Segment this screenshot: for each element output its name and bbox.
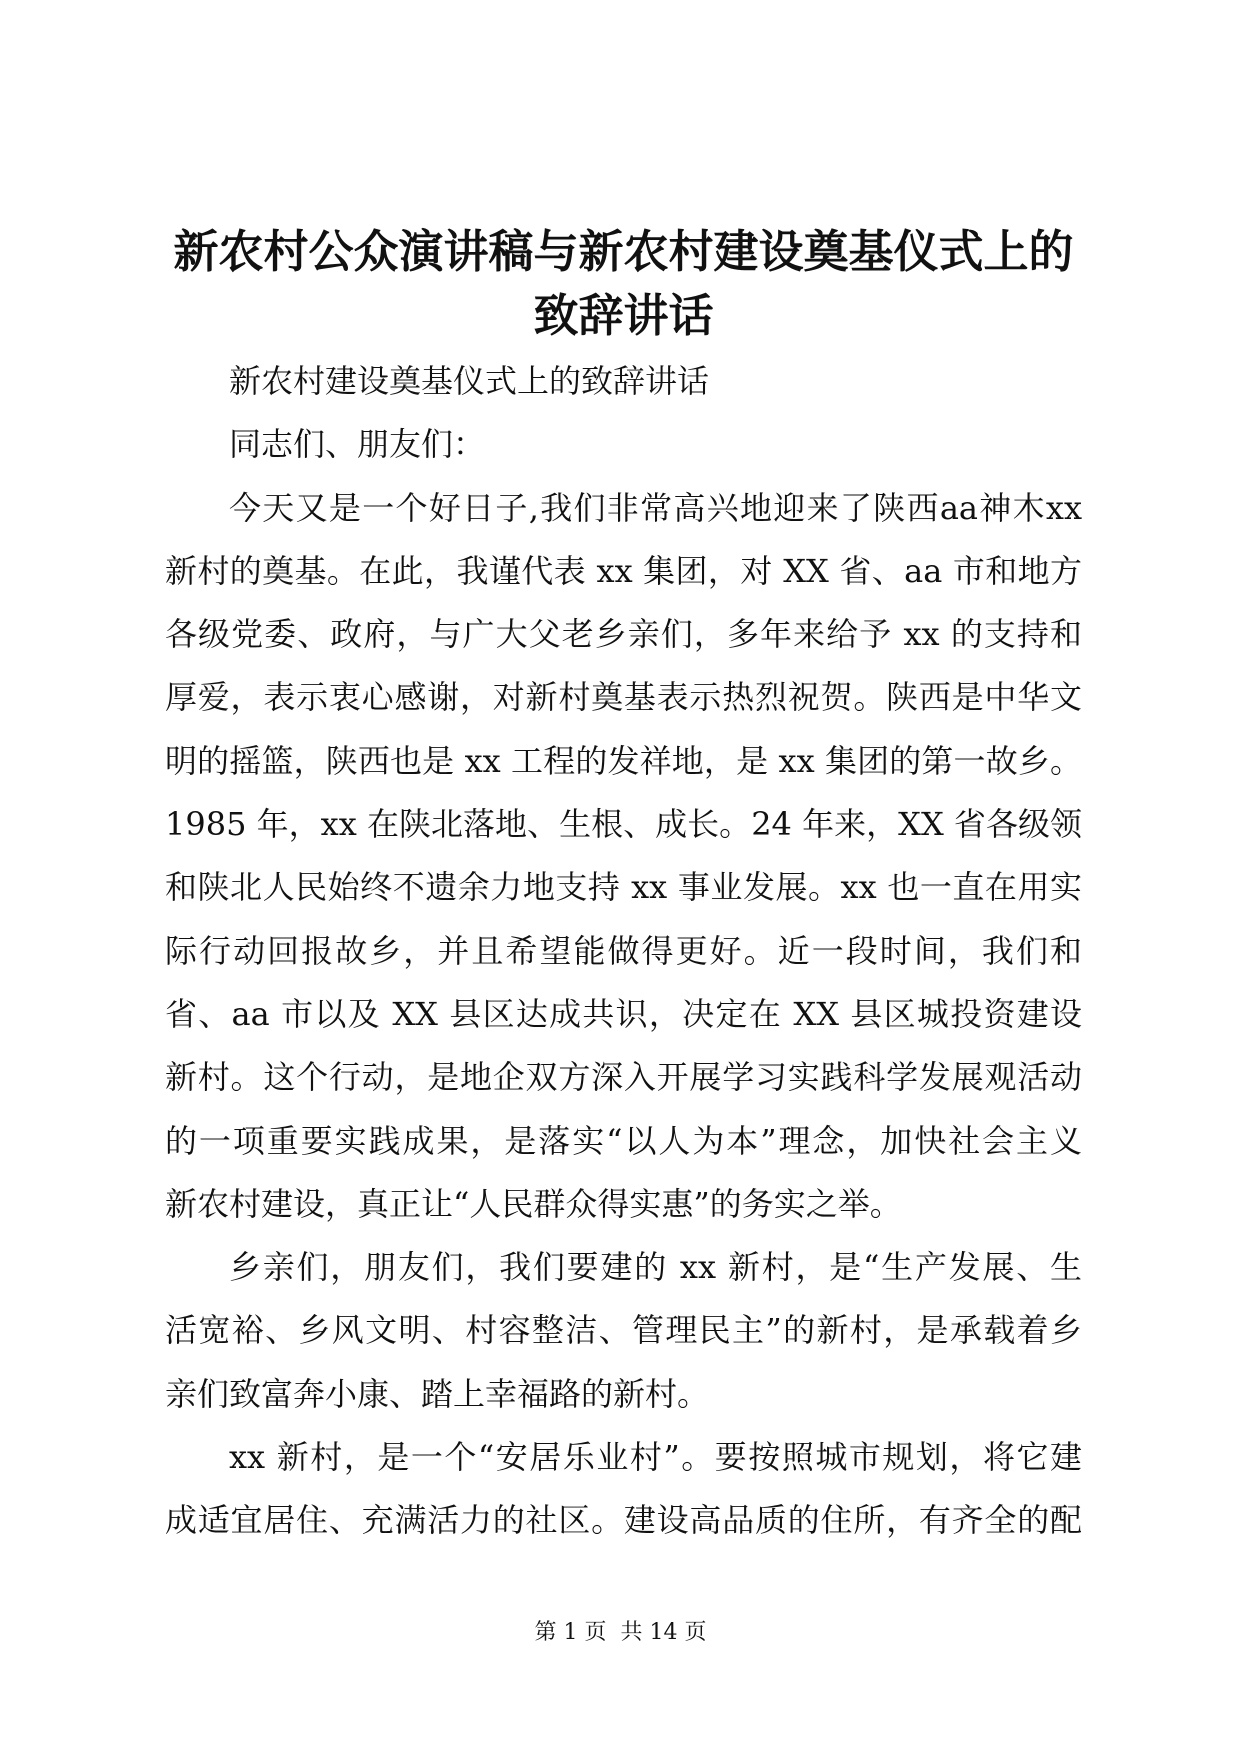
paragraph-line: 际行动回报故乡，并且希望能做得更好。近一段时间，我们和 <box>165 931 1082 970</box>
paragraph-line: 明的摇篮，陕西也是 xx 工程的发祥地，是 xx 集团的第一故乡。 <box>165 741 1082 780</box>
page-footer: 第 1 页 共 14 页 <box>534 1620 707 1645</box>
paragraph <box>165 1236 1082 1426</box>
paragraph <box>165 1426 1082 1553</box>
paragraph-line: 的一项重要实践成果，是落实“以人为本”理念，加快社会主义 <box>165 1121 1082 1160</box>
paragraph-line: 厚爱，表示衷心感谢，对新村奠基表示热烈祝贺。陕西是中华文 <box>165 678 1082 717</box>
paragraph-line: 各级党委、政府，与广大父老乡亲们，多年来给予 xx 的支持和 <box>165 615 1082 654</box>
paragraph-line: 新村的奠基。在此，我谨代表 xx 集团，对 XX 省、aa 市和地方 <box>165 551 1082 590</box>
paragraph-line: 和陕北人民始终不遗余力地支持 xx 事业发展。xx 也一直在用实 <box>165 868 1082 907</box>
paragraph-line: 今天又是一个好日子,我们非常高兴地迎来了陕西aa神木xx <box>229 488 1082 527</box>
paragraph-line: 同志们、朋友们： <box>229 425 486 464</box>
paragraph-line: 新农村建设奠基仪式上的致辞讲话 <box>229 362 710 400</box>
paragraph-line: 亲们致富奔小康、踏上幸福路的新村。 <box>165 1374 710 1413</box>
paragraph <box>165 477 1082 1237</box>
paragraph <box>165 350 1082 413</box>
paragraph-line: 乡亲们，朋友们，我们要建的 xx 新村，是“生产发展、生 <box>229 1248 1082 1287</box>
paragraph-line: 活宽裕、乡风文明、村容整洁、管理民主”的新村，是承载着乡 <box>165 1311 1082 1350</box>
document-body <box>165 350 1082 1553</box>
document-title <box>165 220 1082 348</box>
paragraph-line: xx 新村，是一个“安居乐业村”。要按照城市规划，将它建 <box>229 1438 1082 1477</box>
paragraph-line: 新农村建设，真正让“人民群众得实惠”的务实之举。 <box>165 1184 902 1223</box>
paragraph <box>165 413 1082 476</box>
document-title-line: 新农村公众演讲稿与新农村建设奠基仪式上的 <box>173 225 1074 278</box>
paragraph-line: 成适宜居住、充满活力的社区。建设高品质的住所，有齐全的配 <box>165 1501 1082 1540</box>
document-title-line: 致辞讲话 <box>533 289 714 342</box>
paragraph-line: 省、aa 市以及 XX 县区达成共识，决定在 XX 县区城投资建设 <box>165 994 1082 1033</box>
paragraph-line: 新村。这个行动，是地企双方深入开展学习实践科学发展观活动 <box>165 1058 1082 1097</box>
paragraph-line: 1985 年，xx 在陕北落地、生根、成长。24 年来，XX 省各级领 <box>165 805 1082 844</box>
